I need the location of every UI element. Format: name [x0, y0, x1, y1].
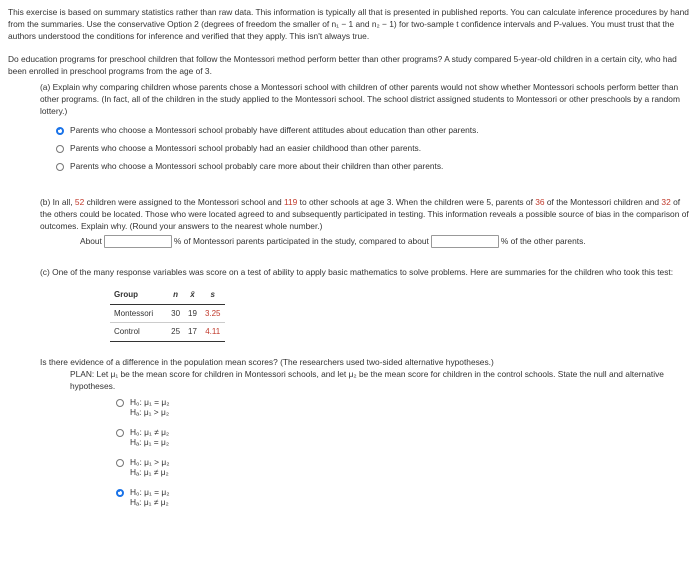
summary-table [110, 286, 225, 342]
plan-text: PLAN: Let μ₁ be the mean score for children in Montessori schools, and let μ₂ be the mean score for children in the control schools. State the null and alternative hypotheses. [70, 369, 664, 392]
montessori-percent-input[interactable] [104, 235, 172, 248]
alt-hypothesis: Hₐ: μ₁ ≠ μ₂ [130, 467, 169, 478]
intro-text: This exercise is based on summary statistics rather than raw data. This information is typically all that is presented in published reports. You can calculate inference procedures by hand from the summaries. Use the conservative Option 2 (degrees of freedom the smaller of n₁ − 1 and n₂ − 1) for two-sample t confidence intervals and P-values. You must trust that the authors understood the conditions for inference and verified that they apply. This isn't always true. [8, 7, 689, 42]
table-header-row [110, 286, 225, 304]
part-a [40, 81, 694, 176]
col-header-sd: s [201, 286, 225, 304]
radio-icon[interactable] [56, 145, 64, 153]
text-segment: of the Montessori children and [544, 196, 662, 207]
alt-hypothesis: Hₐ: μ₁ > μ₂ [130, 407, 170, 418]
hypothesis-option-2[interactable] [116, 427, 694, 448]
hypothesis-lines [130, 487, 169, 508]
col-header-n: n [167, 286, 184, 304]
located-other-value: 32 [661, 196, 671, 207]
part-b-answer-row [80, 235, 694, 248]
radio-icon[interactable] [56, 163, 64, 171]
about-label: About [80, 236, 102, 247]
part-a-option-2[interactable] [56, 140, 694, 158]
text-segment: to other schools at age 3. When the children were 5, parents of [297, 196, 536, 207]
part-a-options [56, 122, 694, 176]
cell-n: 30 [167, 304, 184, 323]
table-row [110, 304, 225, 323]
cell-group: Control [110, 323, 167, 342]
text-segment: of the others could be located. Those who were located agreed to and subsequently participated in testing. This information reveals a possible source of bias in the comparison of outcomes. Explain why. (Round your answers to the nearest whole number.) [40, 196, 689, 231]
table-row [110, 323, 225, 342]
col-header-group: Group [110, 286, 167, 304]
part-c-text: (c) One of the many response variables was score on a test of ability to apply basic mathematics to solve problems. Here are summaries for the children who took this test: [40, 267, 674, 278]
null-hypothesis: H₀: μ₁ ≠ μ₂ [130, 426, 170, 437]
alt-hypothesis: Hₐ: μ₁ = μ₂ [130, 437, 170, 448]
hypothesis-option-1[interactable] [116, 397, 694, 418]
part-b [40, 196, 694, 249]
null-hypothesis: H₀: μ₁ > μ₂ [130, 456, 170, 467]
mid-label: % of Montessori parents participated in the study, compared to about [173, 236, 429, 247]
option-label: Parents who choose a Montessori school probably had an easier childhood than other parents. [70, 143, 422, 154]
text-segment: children were assigned to the Montessori school and [84, 196, 284, 207]
cell-group: Montessori [110, 304, 167, 323]
null-hypothesis: H₀: μ₁ = μ₂ [130, 486, 170, 497]
text-segment: (b) In all, [40, 196, 75, 207]
alt-hypothesis: Hₐ: μ₁ ≠ μ₂ [130, 497, 169, 508]
radio-selected-icon[interactable] [56, 127, 64, 135]
part-a-option-1[interactable] [56, 122, 694, 140]
col-header-mean: x̄ [184, 286, 201, 304]
hypothesis-lines [130, 457, 169, 478]
hypotheses-section [40, 356, 694, 508]
n-other-value: 119 [283, 196, 298, 207]
cell-sd: 3.25 [201, 304, 225, 323]
radio-icon[interactable] [116, 399, 124, 407]
part-a-text: (a) Explain why comparing children whose parents chose a Montessori school with children of other parents would not show whether Montessori schools perform better than other programs. (In fact, all of the children in the study applied to the Montessori school. The school district assigned students to Montessori or other preschools by a random lottery.) [40, 81, 680, 117]
radio-icon[interactable] [116, 429, 124, 437]
option-label: Parents who choose a Montessori school probably care more about their children than other parents. [70, 161, 444, 172]
part-b-text [40, 196, 694, 233]
hypothesis-option-3[interactable] [116, 457, 694, 478]
cell-sd: 4.11 [201, 323, 225, 342]
located-montessori-value: 36 [535, 196, 545, 207]
part-c [40, 266, 694, 342]
option-label: Parents who choose a Montessori school probably have different attitudes about education than other parents. [70, 125, 479, 136]
cell-n: 25 [167, 323, 184, 342]
radio-icon[interactable] [116, 459, 124, 467]
hypotheses-options [116, 397, 694, 508]
cell-mean: 17 [184, 323, 201, 342]
radio-selected-icon[interactable] [116, 489, 124, 497]
null-hypothesis: H₀: μ₁ = μ₂ [130, 396, 170, 407]
cell-mean: 19 [184, 304, 201, 323]
hypothesis-lines [130, 397, 169, 418]
end-label: % of the other parents. [500, 236, 586, 247]
hypothesis-lines [130, 427, 169, 448]
n-montessori-value: 52 [74, 196, 85, 207]
question-text: Do education programs for preschool children that follow the Montessori method perform better than other programs? A study compared 5-year-old children in a certain city, who had been enrolled in preschool programs from the age of 3. [8, 53, 677, 76]
part-a-option-3[interactable] [56, 158, 694, 176]
hypothesis-option-4[interactable] [116, 487, 694, 508]
hypotheses-question: Is there evidence of a difference in the population mean scores? (The researchers used two-sided alternative hypotheses.) [40, 357, 494, 368]
other-percent-input[interactable] [431, 235, 499, 248]
